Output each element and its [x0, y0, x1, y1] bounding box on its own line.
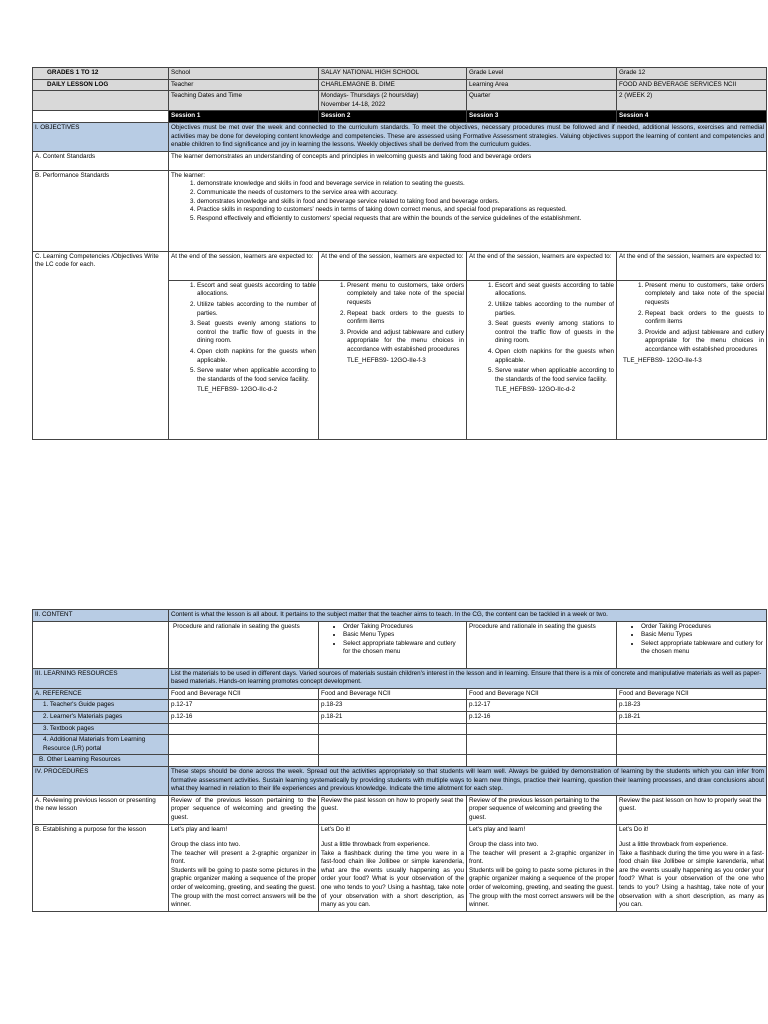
log-label: DAILY LESSON LOG	[33, 79, 169, 91]
quarter-value: 2 (WEEK 2)	[617, 91, 767, 111]
competencies-intro-3: At the end of the session, learners are expected to:	[467, 251, 617, 280]
competencies-session-2: 1. Present menu to customers, take orders completely and take note of the special requests 2. Repeat back orders to the guests to confirm items 3. Provide and adjust tableware and cutlery appropriate for the menu choices in accordance with established procedures TLE_HEFBS9- 12GO-IIe-f-3	[319, 280, 467, 439]
competencies-intro-1: At the end of the session, learners are expected to:	[169, 251, 319, 280]
list-item: 4. Practice skills in responding to customers' needs in terms of taking down correct menus, and special food preparations as requested.	[197, 206, 764, 215]
lc-code: TLE_HEFBS9- 12GO-IIc-d-2	[197, 386, 278, 394]
dates-label: Teaching Dates and Time	[169, 91, 319, 111]
resources-text: List the materials to be used in different days. Varied sources of materials sustain children's interest in the lesson and in learning. Ensure that there is a mix of concrete and manipulative materials as well as paper-based materials. Hands-on learning promotes concept development.	[169, 668, 767, 688]
competencies-intro-4: At the end of the session, learners are expected to:	[617, 251, 767, 280]
learning-area-value: FOOD AND BEVERAGE SERVICES NCII	[617, 79, 767, 91]
session-4-header: Session 4	[617, 111, 767, 123]
performance-standards-cell: The learner: 1. demonstrate knowledge and skills in food and beverage service in relation to seating the guests. 2. Communicate the needs of customers to the service area with accuracy. 3. demonstrates knowledge and skills in food and beverage service related to taking food and beverage orders. 4. Practice skills in responding to customers' needs in terms of taking down correct menus, and special food preparations as requested. 5. Respond effectively and efficiently to customers' special requests that are within the bounds of the service guidelines of the establishment.	[169, 170, 767, 251]
purpose-session-1: Let's play and learn! Group the class into two. The teacher will present a 2-graphic organizer in front. Students will be going to paste some pictures in the graphic organizer making a sequence of the proper order of welcoming, greeting, and seating the guest. The group with the most correct answers will be the winner.	[169, 824, 319, 911]
content-standards-text: The learner demonstrates an understanding of concepts and principles in welcoming guests and taking food and beverage orders	[169, 151, 767, 170]
purpose-label: B. Establishing a purpose for the lesson	[33, 824, 169, 911]
learners-materials-label: 2. Learner's Materials pages	[33, 711, 169, 723]
grade-level-label: Grade Level	[467, 68, 617, 80]
dll-table-top	[32, 67, 767, 440]
list-item: 1. demonstrate knowledge and skills in food and beverage service in relation to seating the guests.	[197, 180, 764, 189]
lc-code: TLE_HEFBS9- 12GO-IIe-f-3	[347, 356, 426, 364]
grade-level-value: Grade 12	[617, 68, 767, 80]
quarter-label: Quarter	[467, 91, 617, 111]
additional-materials-label: 4. Additional Materials from Learning Resource (LR) portal	[33, 735, 169, 755]
purpose-session-3: Let's play and learn! Group the class into two. The teacher will present a 2-graphic organizer in front. Students will be going to paste some pictures in the graphic organizer making a sequence of the proper order of welcoming, greeting, and seating the guest. The group with the most correct answers will be the winner.	[467, 824, 617, 911]
objectives-text: Objectives must be met over the week and connected to the curriculum standards. To meet the objectives, necessary procedures must be followed and if needed, additional lessons, exercises and remedial activities may be done for developing content knowledge and competencies. These are assessed using Formative Assessment strategies. Valuing objectives support the learning of content and competencies and enable children to find significance and joy in learning the lessons. Weekly objectives shall be derived from the curriculum guides.	[169, 122, 767, 151]
lc-code: TLE_HEFBS9- 12GO-IIc-d-2	[495, 386, 576, 394]
content-session-4: • Order Taking Procedures • Basic Menu Types • Select appropriate tableware and cutlery for the chosen menu	[617, 621, 767, 668]
lc-code: TLE_HEFBS9- 12GO-IIe-f-3	[623, 356, 702, 364]
textbook-label: 3. Textbook pages	[33, 723, 169, 735]
performance-standards-label: B. Performance Standards	[33, 170, 169, 251]
teachers-guide-label: 1. Teacher's Guide pages	[33, 700, 169, 712]
school-value: SALAY NATIONAL HIGH SCHOOL	[319, 68, 467, 80]
teacher-value: CHARLEMAGNE B. DIME	[319, 79, 467, 91]
list-item: 5. Respond effectively and efficiently to customers' special requests that are within the bounds of the service guidelines of the establishment.	[197, 215, 764, 224]
competencies-session-4: 1. Present menu to customers, take orders completely and take note of the special requests 2. Repeat back orders to the guests to confirm items 3. Provide and adjust tableware and cutlery appropriate for the menu choices in accordance with established procedures TLE_HEFBS9- 12GO-IIe-f-3	[617, 280, 767, 439]
reviewing-label: A. Reviewing previous lesson or presenting the new lesson	[33, 795, 169, 824]
list-item: 2. Communicate the needs of customers to the service area with accuracy.	[197, 189, 764, 198]
content-session-1: Procedure and rationale in seating the guests	[169, 621, 319, 668]
performance-standards-list	[171, 180, 764, 223]
dll-table-bottom: II. CONTENT Content is what the lesson is all about. It pertains to the subject matter that the teacher aims to teach. In the CG, the content can be tackled in a week or two. Procedure and rationale in seating the guests • Order Taking Procedures • Basic Menu Types • Select appropriate tableware and cutlery for the chosen menu Procedure and rationale in seating the guests • Order Taking Procedures • Basic Menu Types • Select appropriate tableware and cutlery for the chosen menu III. LEARNING RESOURCES List the materials to be used in different days. Varied sources of materials sustain children's interest in the lesson and in learning. Ensure that there is a mix of concrete and manipulative materials as well as paper-based materials. Hands-on learning promotes concept development. A. REFERENCE Food and Beverage NCII Food and Beverage NCII Food and Beverage NCII Food and Beverage NCII 1. Teacher's Guide pages p.12-17 p.18-23 p.12-17 p.18-23 2. Learner's Materials pages p.12-16 p.18-21 p.12-16 p.18-21 3. Textbook pages 4. Additional Materials from Learning Resource (LR) portal B. Other Learning Resources IV. PROCEDURES These steps should be done across the week. Spread out the activities appropriately so that students will learn well. Always be guided by demonstration of learning by the students which you can infer from formative assessment activities. Sustain learning systematically by providing students with multiple ways to learn new things, practice their learning, question their learning processes, and draw conclusions about what they learned in relation to their life experiences and previous knowledge. Indicate the time allotment for each step. A. Reviewing previous lesson or presenting the new lesson Review of the previous lesson pertaining to the proper sequence of welcoming and greeting the guest. Review the past lesson on how to properly seat the guest. Review of the previous lesson pertaining to the proper sequence of welcoming and greeting the guest. Review the past lesson on how to properly seat the guest. B. Establishing a purpose for the lesson Let's play and learn! Group the class into two. The teacher will present a 2-graphic organizer in front. Students will be going to paste some pictures in the graphic organizer making a sequence of the proper order of welcoming, greeting, and seating the guest. The group with the most correct answers will be the winner. Let's Do it! Just a little throwback from experience. Take a flashback during the time you were in a fast-food chain like Jollibee or simple karenderia, what are the events usually happening as you order your food? What is your observation of the one who tends to you? Using a hashtag, take note of your observation with a short description, as many as you can. Let's play and learn! Group the class into two. The teacher will present a 2-graphic organizer in front. Students will be going to paste some pictures in the graphic organizer making a sequence of the proper order of welcoming, greeting, and seating the guest. The group with the most correct answers will be the winner. Let's Do it! Just a little throwback from experience. Take a flashback during the time you were in a fast-food chain like Jollibee or simple karenderia, what are the events usually happening as you order your food? What is your observation of the one who tends to you? Using a hashtag, take note of your observation with a short description, as many as you can.	[32, 609, 767, 912]
purpose-session-4: Let's Do it! Just a little throwback from experience. Take a flashback during the time you were in a fast-food chain like Jollibee or simple karenderia, what are the events usually happening as you order your food? What is your observation of the one who tends to you? Using a hashtag, take note of your observation with a short description, as many as you can.	[617, 824, 767, 911]
objectives-label: I. OBJECTIVES	[33, 122, 169, 151]
procedures-label: IV. PROCEDURES	[33, 766, 169, 795]
other-resources-label: B. Other Learning Resources	[33, 755, 169, 767]
reference-label: A. REFERENCE	[33, 688, 169, 700]
content-session-3: Procedure and rationale in seating the guests	[467, 621, 617, 668]
competencies-intro-2: At the end of the session, learners are expected to:	[319, 251, 467, 280]
content-text: Content is what the lesson is all about. It pertains to the subject matter that the teacher aims to teach. In the CG, the content can be tackled in a week or two.	[169, 610, 767, 622]
grades-label: GRADES 1 TO 12	[33, 68, 169, 80]
learning-area-label: Learning Area	[467, 79, 617, 91]
content-label: II. CONTENT	[33, 610, 169, 622]
competencies-label: C. Learning Competencies /Objectives Write the LC code for each.	[33, 251, 169, 439]
school-label: School	[169, 68, 319, 80]
session-1-header: Session 1	[169, 111, 319, 123]
competencies-session-1: 1. Escort and seat guests according to table allocations. 2. Utilize tables according to the number of parties. 3. Seat guests evenly among stations to control the traffic flow of guests in the dining room. 4. Open cloth napkins for the guests when applicable. 5. Serve water when applicable according to the standards of the food service facility. TLE_HEFBS9- 12GO-IIc-d-2	[169, 280, 319, 439]
resources-label: III. LEARNING RESOURCES	[33, 668, 169, 688]
procedures-text: These steps should be done across the week. Spread out the activities appropriately so that students will learn well. Always be guided by demonstration of learning by the students which you can infer from formative assessment activities. Sustain learning systematically by providing students with multiple ways to learn new things, practice their learning, question their learning processes, and draw conclusions about what they learned in relation to their life experiences and previous knowledge. Indicate the time allotment for each step.	[169, 766, 767, 795]
list-item: 3. demonstrates knowledge and skills in food and beverage service related to taking food and beverage orders.	[197, 198, 764, 207]
teacher-label: Teacher	[169, 79, 319, 91]
content-session-2: • Order Taking Procedures • Basic Menu Types • Select appropriate tableware and cutlery for the chosen menu	[319, 621, 467, 668]
dates-value: Mondays- Thursdays (2 hours/day) November 14-18, 2022	[319, 91, 467, 111]
competencies-session-3: 1. Escort and seat guests according to table allocations. 2. Utilize tables according to the number of parties. 3. Seat guests evenly among stations to control the traffic flow of guests in the dining room. 4. Open cloth napkins for the guests when applicable. 5. Serve water when applicable according to the standards of the food service facility. TLE_HEFBS9- 12GO-IIc-d-2	[467, 280, 617, 439]
purpose-session-2: Let's Do it! Just a little throwback from experience. Take a flashback during the time you were in a fast-food chain like Jollibee or simple karenderia, what are the events usually happening as you order your food? What is your observation of the one who tends to you? Using a hashtag, take note of your observation with a short description, as many as you can.	[319, 824, 467, 911]
session-2-header: Session 2	[319, 111, 467, 123]
content-standards-label: A. Content Standards	[33, 151, 169, 170]
session-3-header: Session 3	[467, 111, 617, 123]
